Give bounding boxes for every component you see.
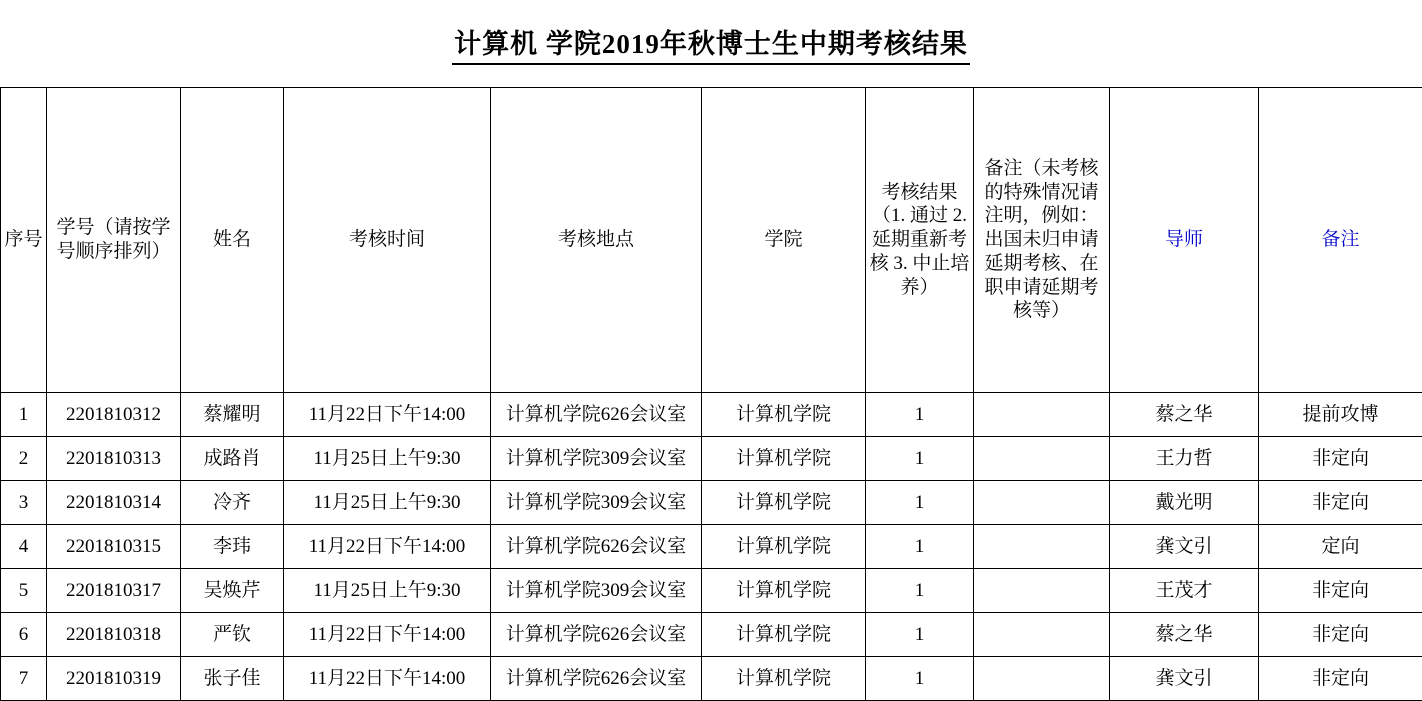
- cell-seq: 1: [1, 393, 47, 437]
- cell-exam-place: 计算机学院626会议室: [491, 525, 702, 569]
- cell-result: 1: [866, 613, 974, 657]
- cell-note-special: [974, 481, 1110, 525]
- column-header-note-special: 备注（未考核的特殊情况请注明，例如：出国未归申请延期考核、在职申请延期考核等）: [974, 88, 1110, 393]
- table-row: [1, 657, 1422, 701]
- column-header-advisor: 导师: [1110, 88, 1259, 393]
- cell-remark: 非定向: [1259, 569, 1422, 613]
- cell-student-id: 2201810313: [47, 437, 181, 481]
- cell-exam-place: 计算机学院626会议室: [491, 613, 702, 657]
- cell-remark: 提前攻博: [1259, 393, 1422, 437]
- cell-student-id: 2201810318: [47, 613, 181, 657]
- column-header-remark: 备注: [1259, 88, 1422, 393]
- cell-advisor: 王力哲: [1110, 437, 1259, 481]
- column-header-college: 学院: [702, 88, 866, 393]
- cell-student-id: 2201810314: [47, 481, 181, 525]
- cell-college: 计算机学院: [702, 525, 866, 569]
- table-row: [1, 569, 1422, 613]
- table-header-row: [1, 88, 1422, 393]
- cell-note-special: [974, 437, 1110, 481]
- cell-advisor: 戴光明: [1110, 481, 1259, 525]
- cell-college: 计算机学院: [702, 569, 866, 613]
- cell-name: 李玮: [181, 525, 284, 569]
- table-row: [1, 525, 1422, 569]
- column-header-seq: 序号: [1, 88, 47, 393]
- cell-result: 1: [866, 481, 974, 525]
- cell-seq: 5: [1, 569, 47, 613]
- cell-result: 1: [866, 393, 974, 437]
- cell-seq: 6: [1, 613, 47, 657]
- cell-seq: 7: [1, 657, 47, 701]
- cell-exam-time: 11月22日下午14:00: [284, 525, 491, 569]
- cell-note-special: [974, 569, 1110, 613]
- cell-exam-place: 计算机学院626会议室: [491, 657, 702, 701]
- cell-advisor: 龚文引: [1110, 525, 1259, 569]
- cell-remark: 非定向: [1259, 437, 1422, 481]
- exam-results-table: [0, 87, 1422, 701]
- table-body: [1, 393, 1422, 701]
- cell-note-special: [974, 393, 1110, 437]
- page-title-text: 计算机 学院2019年秋博士生中期考核结果: [452, 22, 970, 65]
- cell-seq: 3: [1, 481, 47, 525]
- cell-exam-time: 11月22日下午14:00: [284, 613, 491, 657]
- cell-remark: 非定向: [1259, 613, 1422, 657]
- cell-college: 计算机学院: [702, 437, 866, 481]
- cell-name: 严钦: [181, 613, 284, 657]
- cell-note-special: [974, 657, 1110, 701]
- page-title: [0, 0, 1422, 75]
- cell-student-id: 2201810312: [47, 393, 181, 437]
- table-row: [1, 481, 1422, 525]
- cell-seq: 4: [1, 525, 47, 569]
- cell-college: 计算机学院: [702, 393, 866, 437]
- cell-exam-time: 11月25日上午9:30: [284, 481, 491, 525]
- cell-result: 1: [866, 525, 974, 569]
- cell-advisor: 蔡之华: [1110, 613, 1259, 657]
- cell-result: 1: [866, 657, 974, 701]
- cell-exam-place: 计算机学院309会议室: [491, 481, 702, 525]
- cell-name: 蔡耀明: [181, 393, 284, 437]
- column-header-name: 姓名: [181, 88, 284, 393]
- cell-college: 计算机学院: [702, 613, 866, 657]
- column-header-exam-place: 考核地点: [491, 88, 702, 393]
- cell-name: 张子佳: [181, 657, 284, 701]
- cell-exam-time: 11月25日上午9:30: [284, 437, 491, 481]
- cell-exam-time: 11月22日下午14:00: [284, 393, 491, 437]
- cell-advisor: 蔡之华: [1110, 393, 1259, 437]
- cell-name: 冷齐: [181, 481, 284, 525]
- column-header-result: 考核结果（1. 通过 2. 延期重新考核 3. 中止培养）: [866, 88, 974, 393]
- cell-name: 成路肖: [181, 437, 284, 481]
- cell-note-special: [974, 525, 1110, 569]
- cell-exam-time: 11月25日上午9:30: [284, 569, 491, 613]
- table-row: [1, 613, 1422, 657]
- cell-seq: 2: [1, 437, 47, 481]
- cell-result: 1: [866, 437, 974, 481]
- cell-advisor: 龚文引: [1110, 657, 1259, 701]
- cell-college: 计算机学院: [702, 657, 866, 701]
- cell-remark: 非定向: [1259, 481, 1422, 525]
- cell-note-special: [974, 613, 1110, 657]
- cell-student-id: 2201810315: [47, 525, 181, 569]
- table-row: [1, 437, 1422, 481]
- cell-exam-place: 计算机学院309会议室: [491, 569, 702, 613]
- cell-student-id: 2201810317: [47, 569, 181, 613]
- cell-college: 计算机学院: [702, 481, 866, 525]
- cell-exam-place: 计算机学院309会议室: [491, 437, 702, 481]
- cell-exam-time: 11月22日下午14:00: [284, 657, 491, 701]
- cell-remark: 非定向: [1259, 657, 1422, 701]
- table-row: [1, 393, 1422, 437]
- table-header: [1, 88, 1422, 393]
- column-header-exam-time: 考核时间: [284, 88, 491, 393]
- cell-remark: 定向: [1259, 525, 1422, 569]
- cell-student-id: 2201810319: [47, 657, 181, 701]
- column-header-student-id: 学号（请按学号顺序排列）: [47, 88, 181, 393]
- cell-advisor: 王茂才: [1110, 569, 1259, 613]
- cell-name: 吴焕芹: [181, 569, 284, 613]
- cell-result: 1: [866, 569, 974, 613]
- cell-exam-place: 计算机学院626会议室: [491, 393, 702, 437]
